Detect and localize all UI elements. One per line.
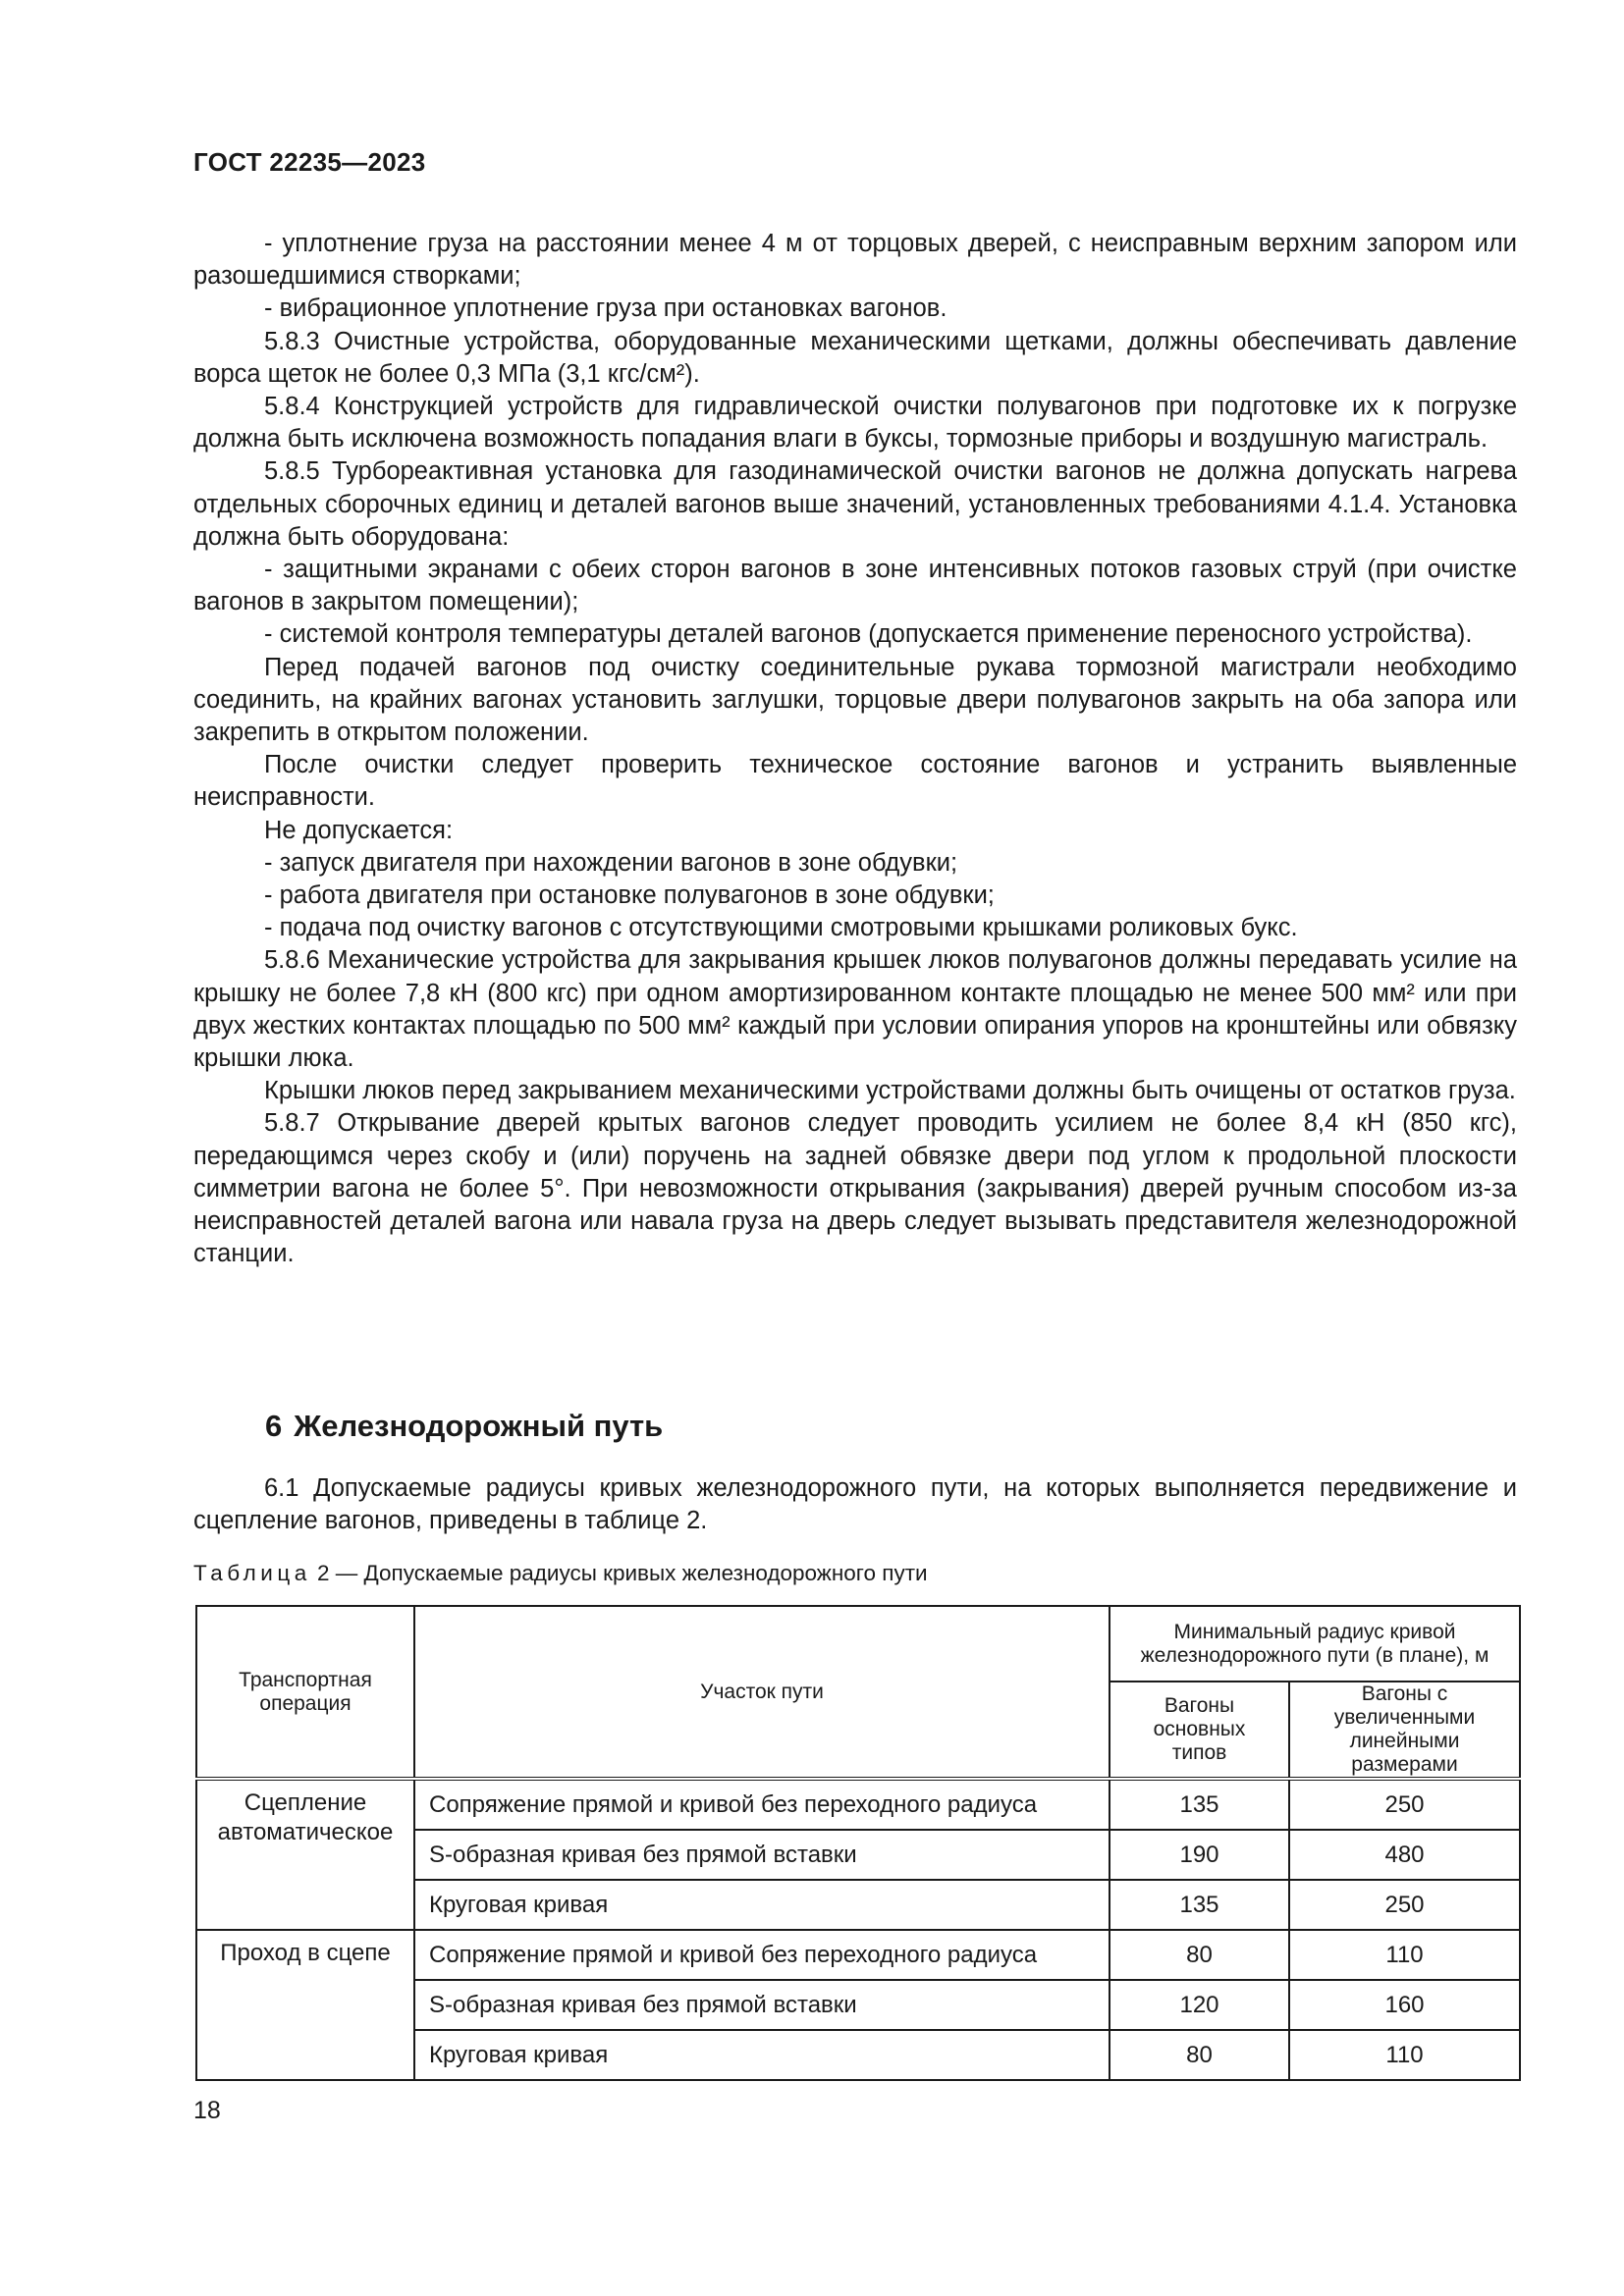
table-row [196,1930,1520,1980]
segment-cell: Сопряжение прямой и кривой без переходного радиуса [414,1779,1110,1830]
basic-radius-cell: 80 [1110,1930,1289,1980]
paragraph: - уплотнение груза на расстоянии менее 4 м от торцовых дверей, с неисправным верхним запором или разошедшимися створками; [193,230,1517,291]
paragraph: Крышки люков перед закрыванием механическими устройствами должны быть очищены от остатков груза. [264,1077,1516,1105]
operation-cell: Проход в сцепе [196,1930,414,2080]
basic-radius-cell: 80 [1110,2030,1289,2080]
enlarged-radius-cell: 250 [1289,1779,1520,1830]
paragraph: 5.8.4 Конструкцией устройств для гидравлической очистки полувагонов при подготовке их к погрузке должна быть исключена возможность попадания влаги в буксы, тормозные приборы и воздушную магистраль. [193,393,1517,454]
basic-radius-cell: 135 [1110,1779,1289,1830]
header-enlarged: Вагоны с увеличенными линейными размерами [1289,1682,1520,1779]
basic-radius-cell: 190 [1110,1830,1289,1880]
enlarged-radius-cell: 110 [1289,2030,1520,2080]
paragraph: 5.8.3 Очистные устройства, оборудованные механическими щетками, должны обеспечивать давление ворса щеток не более 0,3 МПа (3,1 кгс/см²). [193,327,1517,388]
paragraph: - защитными экранами с обеих сторон вагонов в зоне интенсивных потоков газовых струй (при очистке вагонов в закрытом помещении); [193,556,1517,616]
header-segment: Участок пути [414,1606,1110,1779]
enlarged-radius-cell: 250 [1289,1880,1520,1930]
document-header: ГОСТ 22235—2023 [193,147,426,177]
basic-radius-cell: 120 [1110,1980,1289,2030]
table-caption-label: Таблица [193,1561,311,1585]
radius-table [195,1605,1521,2081]
segment-cell: Сопряжение прямой и кривой без переходного радиуса [414,1930,1110,1980]
enlarged-radius-cell: 480 [1289,1830,1520,1880]
paragraph: Не допускается: [264,816,454,844]
segment-cell: S-образная кривая без прямой вставки [414,1830,1110,1880]
paragraph: - системой контроля температуры деталей вагонов (допускается применение переносного устройства). [264,620,1473,649]
paragraph: 5.8.6 Механические устройства для закрывания крышек люков полувагонов должны передавать усилие на крышку не более 7,8 кН (800 кгс) при одном амортизированном контакте площадью не менее 500 мм² или при двух жестких контактах площадью по 500 мм² каждый при условии опирания упоров на кронштейны или обвязку крышки люка. [193,946,1517,1073]
paragraph: 5.8.7 Открывание дверей крытых вагонов следует проводить усилием не более 8,4 кН (850 кгс), передающимся через скобу и (или) поручень на задней обвязке двери под углом к продольной плоскости симметрии вагона не более 5°. При невозможности открывания (закрывания) дверей ручным способом из-за неисправностей деталей вагона или навала груза на дверь следует вызывать представителя железнодорожной станции. [193,1109,1517,1268]
header-basic: Вагоны основных типов [1110,1682,1289,1779]
basic-radius-cell: 135 [1110,1880,1289,1930]
page-number: 18 [193,2097,221,2124]
section-heading [265,1409,663,1444]
table-caption-text: 2 — Допускаемые радиусы кривых железнодорожного пути [317,1561,928,1585]
paragraph: - запуск двигателя при нахождении вагонов в зоне обдувки; [264,848,958,877]
table-caption [193,1561,928,1586]
header-operation: Транспортная операция [196,1606,414,1779]
paragraph: - работа двигателя при остановке полувагонов в зоне обдувки; [264,881,995,910]
paragraph: Перед подачей вагонов под очистку соединительные рукава тормозной магистрали необходимо соединить, на крайних вагонах установить заглушки, торцовые двери полувагонов закрыть на оба запора или закрепить в открытом положении. [193,653,1517,747]
segment-cell: S-образная кривая без прямой вставки [414,1980,1110,2030]
enlarged-radius-cell: 110 [1289,1930,1520,1980]
paragraph: - подача под очистку вагонов с отсутствующими смотровыми крышками роликовых букс. [264,914,1298,942]
section-body [193,1472,1517,1537]
paragraph: - вибрационное уплотнение груза при остановках вагонов. [264,294,947,323]
header-min-radius: Минимальный радиус кривой железнодорожного пути (в плане), м [1110,1606,1520,1682]
segment-cell: Круговая кривая [414,2030,1110,2080]
segment-cell: Круговая кривая [414,1880,1110,1930]
paragraph: 5.8.5 Турбореактивная установка для газодинамической очистки вагонов не должна допускать нагрева отдельных сборочных единиц и деталей вагонов выше значений, установленных требованиями 4.1.4. Установка должна быть оборудована: [193,457,1517,551]
enlarged-radius-cell: 160 [1289,1980,1520,2030]
paragraph: 6.1 Допускаемые радиусы кривых железнодорожного пути, на которых выполняется передвижение и сцепление вагонов, приведены в таблице 2. [193,1474,1517,1535]
paragraph: После очистки следует проверить техническое состояние вагонов и устранить выявленные неисправности. [193,751,1517,812]
body-text [193,228,1517,1271]
operation-cell: Сцепление автоматическое [196,1779,414,1930]
section-title: Железнодорожный путь [294,1409,664,1443]
table-row [196,1779,1520,1830]
section-number: 6 [265,1409,283,1443]
